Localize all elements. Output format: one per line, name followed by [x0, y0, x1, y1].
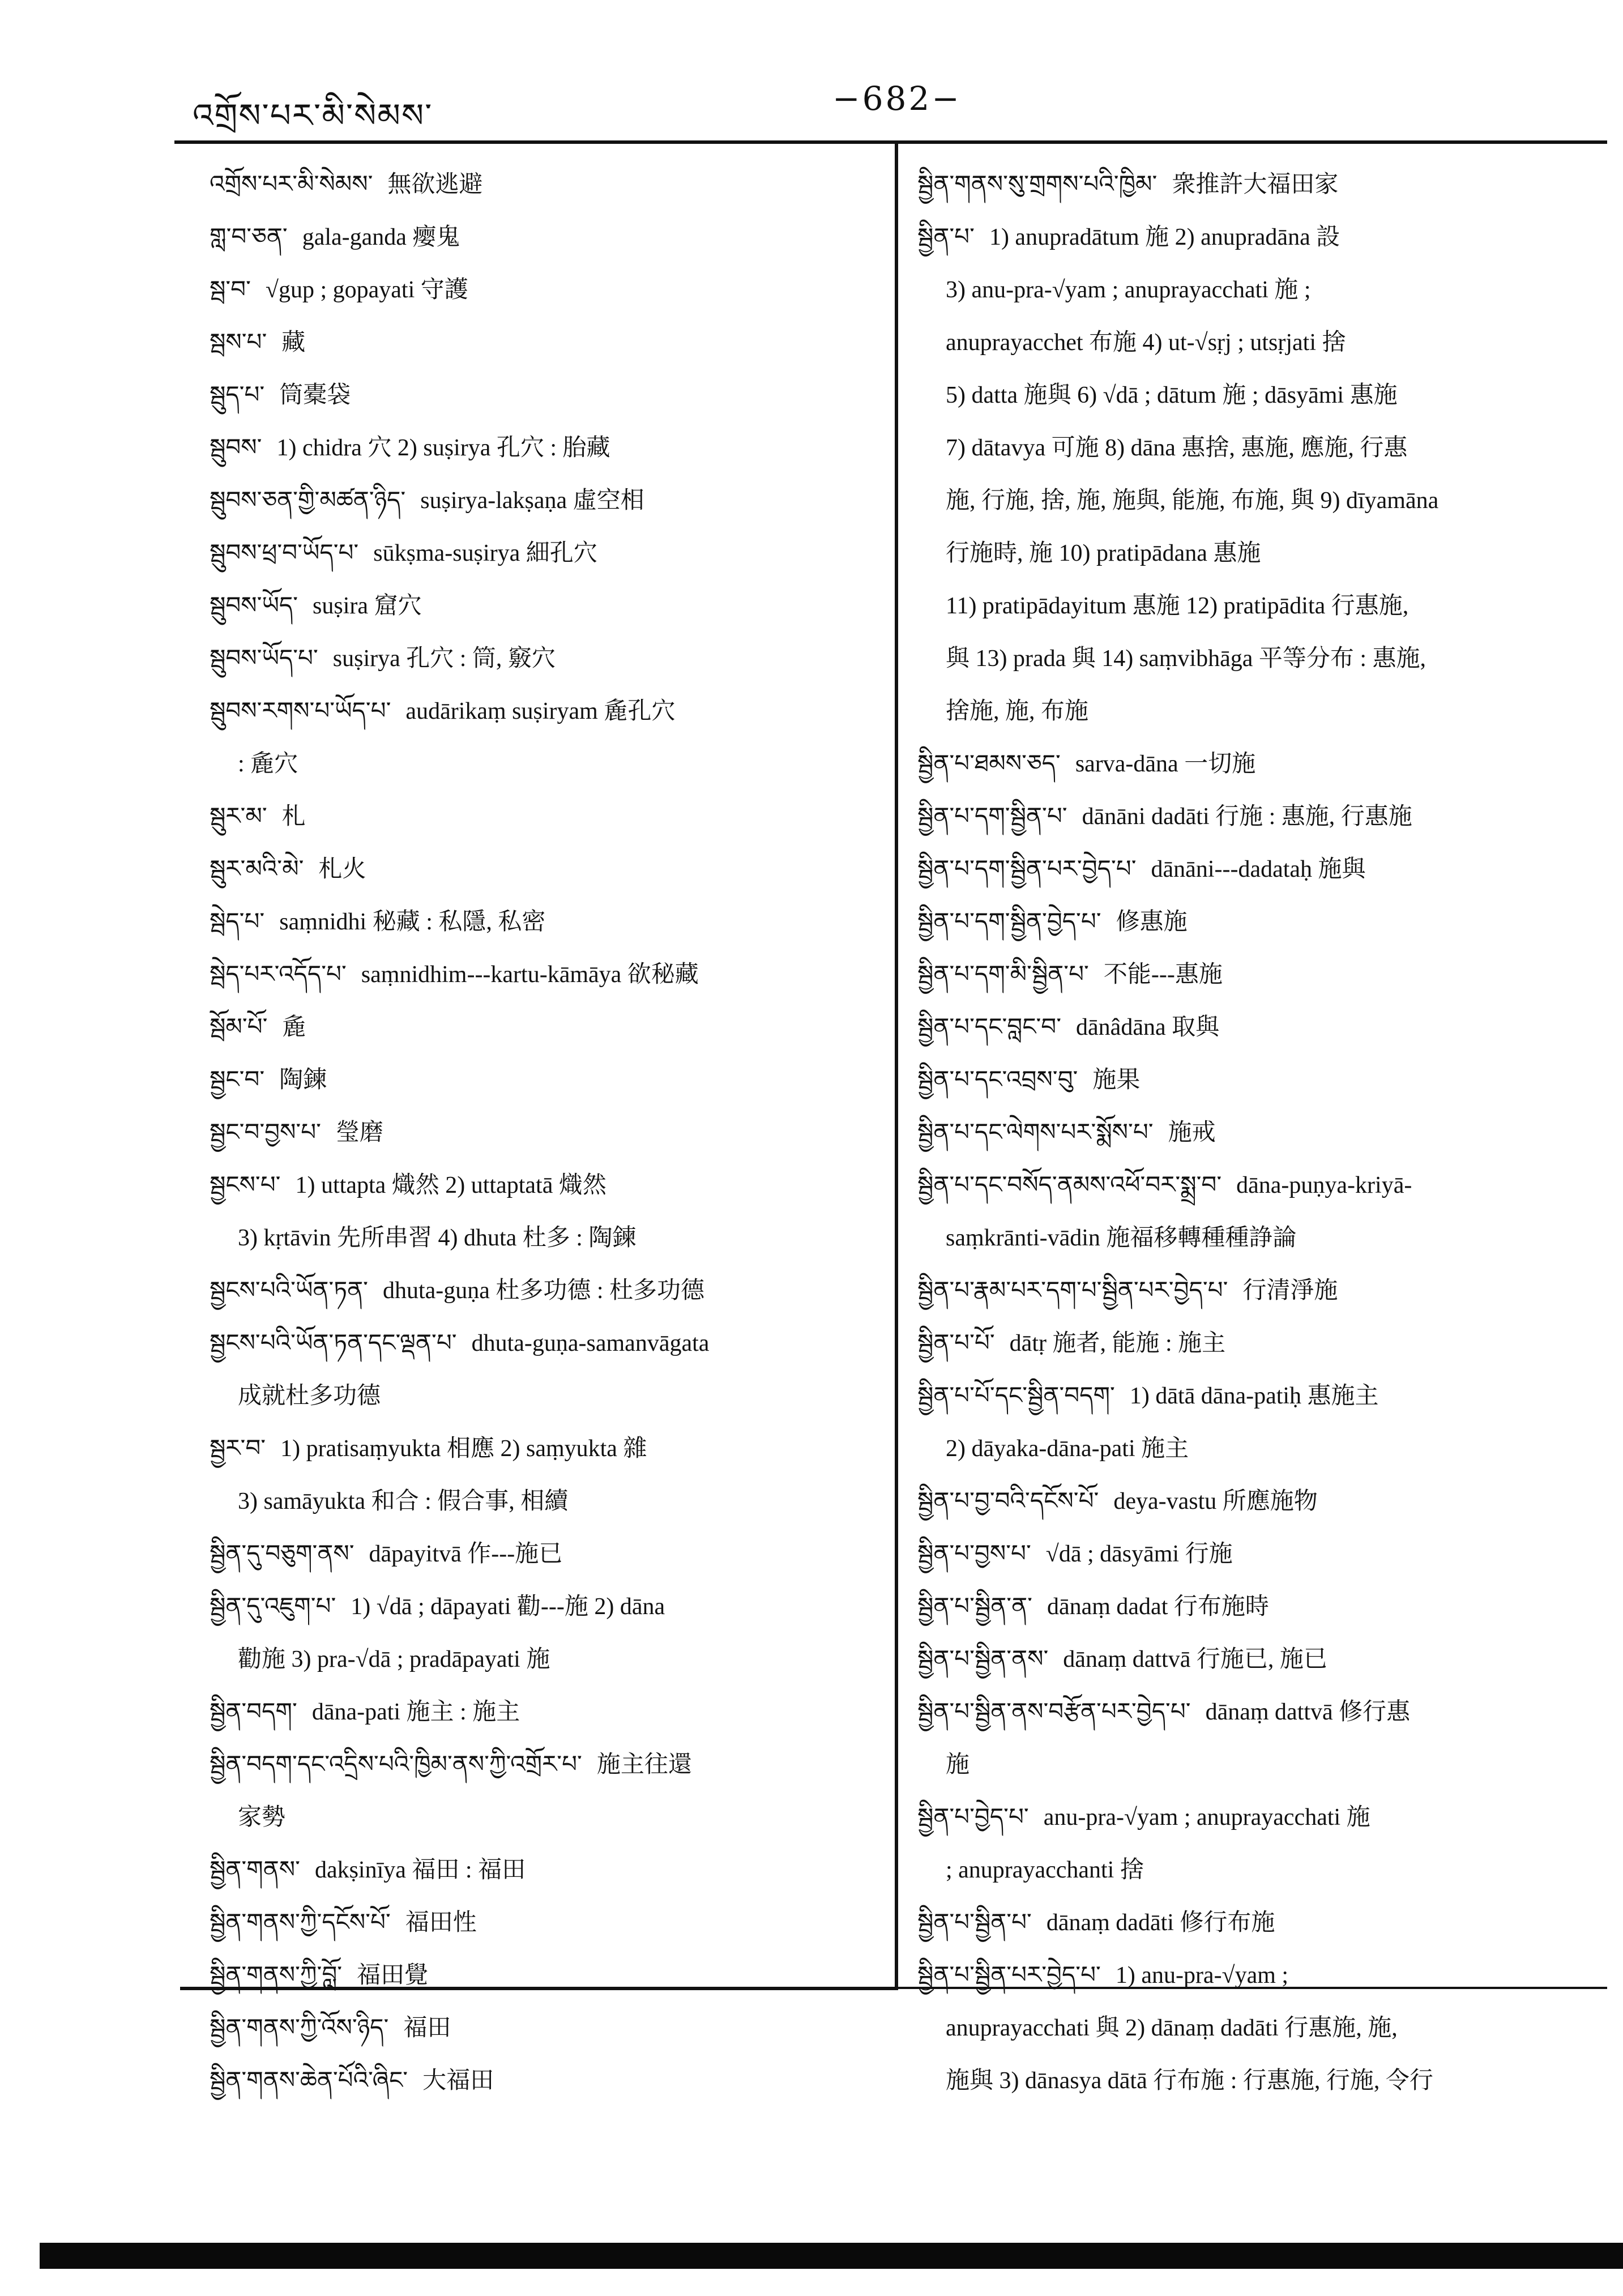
definition-text: 無欲逃避 [387, 172, 483, 198]
tibetan-headword: སྦུར་མའི་མེ་ [210, 855, 304, 882]
left-column [210, 157, 861, 2106]
tibetan-headword: སྦྱིན་གནས་ཆེན་པོའི་ཞིང་ [210, 2066, 408, 2094]
tibetan-headword: སྦེད་པར་འདོད་པ་ [210, 960, 347, 988]
definition-text: dhuta-guṇa 杜多功德 : 杜多功德 [382, 1278, 705, 1304]
definition-text: 2) dāyaka-dāna-pati 施主 [946, 1436, 1189, 1462]
definition-text: √dā ; dāsyāmi 行施 [1045, 1541, 1233, 1567]
dictionary-entry [210, 1948, 861, 2001]
definition-text: 衆推許大福田家 [1172, 172, 1339, 198]
definition-text: dānaṃ dattvā 修行惠 [1205, 1699, 1411, 1725]
definition-text: 1) uttapta 熾然 2) uttaptatā 熾然 [295, 1172, 607, 1198]
dictionary-entry [210, 1738, 861, 1790]
entry-continuation [210, 737, 861, 789]
tibetan-headword: གླ་བ་ཅན་ [210, 223, 288, 250]
definition-text: 麁 [282, 1014, 306, 1040]
definition-text: 福田覺 [357, 1962, 429, 1988]
definition-text: anu-pra-√yam ; anuprayacchati 施 [1043, 1804, 1370, 1830]
definition-text: dātṛ 施者, 能施 : 施主 [1009, 1330, 1226, 1356]
entry-continuation [917, 1843, 1591, 1896]
definition-text: 筒橐袋 [279, 382, 351, 408]
entry-continuation [210, 1369, 861, 1422]
definition-text: 與 13) prada 與 14) saṃvibhāga 平等分布 : 惠施, [946, 646, 1426, 672]
dictionary-entry [917, 1316, 1591, 1369]
tibetan-headword: སྦྱིན་པ་དག་མི་སྦྱིན་པ་ [917, 960, 1089, 988]
dictionary-entry [210, 842, 861, 895]
definition-text: dāna-puṇya-kriyā- [1236, 1172, 1412, 1198]
definition-text: 施果 [1092, 1067, 1141, 1093]
tibetan-headword: སྦྱིན་པ་ཐམས་ཅད་ [917, 749, 1061, 777]
definition-text: 施 [946, 1752, 970, 1778]
entry-continuation [917, 631, 1591, 684]
definition-text: 1) pratisaṃyukta 相應 2) saṃyukta 雜 [280, 1436, 647, 1462]
dictionary-entry [917, 157, 1591, 210]
entry-continuation [917, 684, 1591, 737]
entry-continuation [917, 421, 1591, 473]
dictionary-entry [210, 473, 861, 526]
definition-text: gala-ganda 瘿鬼 [302, 224, 460, 250]
dictionary-entry [210, 2054, 861, 2106]
dictionary-entry [210, 315, 861, 368]
dictionary-entry [917, 210, 1591, 263]
dictionary-entry [210, 1580, 861, 1632]
dictionary-entry [917, 1948, 1591, 2001]
definition-text: 札 [281, 804, 306, 830]
tibetan-headword: སྦྱིན་པ་བྱ་བའི་དངོས་པོ་ [917, 1487, 1099, 1514]
dictionary-entry [210, 631, 861, 684]
dictionary-entry [917, 1106, 1591, 1158]
tibetan-headword: སྦྱིན་གནས་སུ་གྲགས་པའི་ཁྱིམ་ [917, 170, 1158, 198]
tibetan-headword: སྦྱིན་པ་བྱས་པ་ [917, 1539, 1031, 1567]
definition-text: 施主往還 [596, 1752, 692, 1778]
tibetan-headword: སྦྱིན་བདག་དང་འདྲིས་པའི་ཁྱིམ་ནས་ཀྱི་འགྲོར་པ་ [210, 1750, 582, 1778]
definition-text: 1) anu-pra-√yam ; [1115, 1962, 1289, 1988]
tibetan-headword: སྦ་བ་ [210, 275, 251, 303]
tibetan-headword: སྦེད་པ་ [210, 907, 265, 935]
definition-text: 3) anu-pra-√yam ; anuprayacchati 施 ; [946, 277, 1311, 303]
entry-continuation [210, 1474, 861, 1527]
definition-text: 陶鍊 [279, 1067, 327, 1093]
running-head: འགྲོས་པར་མི་སེམས་ [193, 96, 433, 135]
entry-continuation [917, 1738, 1591, 1790]
definition-text: dānaṃ dadat 行布施時 [1047, 1594, 1269, 1620]
page-number: −682− [832, 79, 962, 118]
tibetan-headword: སྦྱིན་པ་སྦྱིན་པར་བྱེད་པ་ [917, 1961, 1101, 1988]
entry-continuation [210, 1211, 861, 1264]
footer-band [40, 2243, 1623, 2269]
dictionary-entry [917, 1580, 1591, 1632]
definition-text: 瑩磨 [335, 1120, 383, 1146]
definition-text: saṃkrānti-vādin 施福移轉種種諍論 [946, 1225, 1297, 1251]
tibetan-headword: སྦུབས་ཡོད་པ་ [210, 644, 318, 672]
tibetan-headword: སྦུབས་ཅན་གྱི་མཚན་ཉིད་ [210, 486, 406, 514]
definition-text: 福田 [403, 2015, 451, 2041]
tibetan-headword: སྦྱིན་པ་དང་བསོད་ནམས་འཕོ་བར་སྨྲ་བ་ [917, 1171, 1222, 1198]
entry-continuation [917, 579, 1591, 631]
dictionary-entry [210, 1685, 861, 1738]
definition-text: 行清淨施 [1242, 1278, 1338, 1304]
dictionary-entry [917, 1158, 1591, 1211]
tibetan-headword: སྦྱིན་པ་དང་ལེགས་པར་སྨོས་པ་ [917, 1118, 1154, 1146]
tibetan-headword: སྦོམ་པོ་ [210, 1013, 268, 1040]
definition-text: 札火 [318, 856, 366, 882]
tibetan-headword: སྦྱིན་པ་དང་འབྲས་བུ་ [917, 1065, 1078, 1093]
definition-text: 大福田 [422, 2068, 494, 2094]
dictionary-entry [210, 210, 861, 263]
definition-text: 福田性 [405, 1910, 477, 1936]
definition-text: saṃnidhi 秘藏 : 私隱, 私密 [279, 909, 546, 935]
definition-text: 捨施, 施, 布施 [946, 698, 1089, 724]
tibetan-headword: སྦུད་པ་ [210, 381, 265, 408]
definition-text: saṃnidhim---kartu-kāmāya 欲秘藏 [361, 962, 699, 988]
tibetan-headword: སྦྱིན་གནས་ཀྱི་དངོས་པོ་ [210, 1908, 391, 1936]
dictionary-entry [210, 895, 861, 948]
dictionary-entry [917, 948, 1591, 1000]
tibetan-headword: སྦྱིན་པ་དག་སྦྱིན་པར་བྱེད་པ་ [917, 855, 1137, 882]
dictionary-entry [917, 895, 1591, 948]
tibetan-headword: སྦྱིན་བདག་ [210, 1697, 297, 1725]
tibetan-headword: སྦྱིན་གནས་ [210, 1855, 300, 1883]
entry-continuation [210, 1632, 861, 1685]
definition-text: audārikaṃ suṣiryam 麁孔穴 [405, 698, 676, 724]
definition-text: dānāni dadāti 行施 : 惠施, 行惠施 [1082, 804, 1412, 830]
entry-continuation [917, 526, 1591, 579]
definition-text: dāpayitvā 作---施已 [369, 1541, 563, 1567]
tibetan-headword: སྦྱང་བ་བྱས་པ་ [210, 1118, 321, 1146]
dictionary-entry [917, 1896, 1591, 1948]
dictionary-entry [917, 1527, 1591, 1580]
dictionary-entry [210, 684, 861, 737]
definition-text: 施與 3) dānasya dātā 行布施 : 行惠施, 行施, 令行 [946, 2068, 1433, 2094]
dictionary-entry [917, 789, 1591, 842]
dictionary-entry [210, 157, 861, 210]
dictionary-entry [210, 789, 861, 842]
definition-text: anuprayacchet 布施 4) ut-√sṛj ; utsṛjati 捨 [946, 330, 1346, 356]
dictionary-entry [917, 1264, 1591, 1316]
dictionary-entry [210, 1053, 861, 1106]
tibetan-headword: སྦྱིན་པ་པོ་དང་སྦྱིན་བདག་ [917, 1381, 1115, 1409]
tibetan-headword: སྦུར་མ་ [210, 802, 267, 830]
dictionary-entry [210, 368, 861, 421]
dictionary-entry [210, 579, 861, 631]
page-header [0, 74, 1623, 135]
entry-continuation [917, 368, 1591, 421]
definition-text: 家勢 [238, 1804, 286, 1830]
definition-text: 施, 行施, 捨, 施, 施與, 能施, 布施, 與 9) dīyamāna [946, 488, 1439, 514]
tibetan-headword: སྦྱར་བ་ [210, 1434, 266, 1462]
dictionary-entry [210, 1843, 861, 1896]
dictionary-entry [210, 526, 861, 579]
definition-text: 不能---惠施 [1103, 962, 1223, 988]
dictionary-entry [917, 1000, 1591, 1053]
definition-text: √gup ; gopayati 守護 [265, 277, 468, 303]
tibetan-headword: སྦྱིན་དུ་བཅུག་ནས་ [210, 1539, 355, 1567]
tibetan-headword: སྦྱིན་པ་པོ་ [917, 1329, 995, 1356]
dictionary-entry [917, 842, 1591, 895]
tibetan-headword: སྦུབས་ [210, 433, 262, 461]
dictionary-entry [210, 1422, 861, 1474]
tibetan-headword: སྦྱིན་པ་སྦྱིན་ནས་ [917, 1645, 1049, 1672]
tibetan-headword: སྦྱིན་པ་དག་སྦྱིན་པ་ [917, 802, 1067, 830]
definition-text: suṣirya 孔穴 : 筒, 竅穴 [332, 646, 556, 672]
tibetan-headword: སྦྱིན་པ་སྦྱིན་ན་ [917, 1592, 1032, 1620]
tibetan-headword: སྦྱིན་དུ་འཇུག་པ་ [210, 1592, 336, 1620]
dictionary-entry [210, 2001, 861, 2054]
tibetan-headword: སྦྱིན་པ་དག་སྦྱིན་བྱེད་པ་ [917, 907, 1101, 935]
definition-text: suṣirya-lakṣaṇa 虛空相 [420, 488, 644, 514]
dictionary-entry [210, 1158, 861, 1211]
definition-text: 11) pratipādayitum 惠施 12) pratipādita 行惠施, [946, 593, 1409, 619]
definition-text: dānâdāna 取與 [1076, 1014, 1220, 1040]
dictionary-entry [917, 737, 1591, 789]
entry-continuation [917, 315, 1591, 368]
tibetan-headword: སྦྱངས་པ་ [210, 1171, 281, 1198]
tibetan-headword: སྦྱིན་གནས་ཀྱི་བློ་ [210, 1961, 343, 1988]
definition-text: 施戒 [1168, 1120, 1216, 1146]
dictionary-entry [917, 1369, 1591, 1422]
definition-text: 1) chidra 穴 2) suṣirya 孔穴 : 胎藏 [276, 435, 610, 461]
dictionary-entry [917, 1474, 1591, 1527]
definition-text: 修惠施 [1116, 909, 1188, 935]
definition-text: dānaṃ dattvā 行施已, 施已 [1063, 1646, 1327, 1672]
tibetan-headword: སྦུབས་ཕྲ་བ་ཡོད་པ་ [210, 539, 359, 566]
definition-text: 7) dātavya 可施 8) dāna 惠捨, 惠施, 應施, 行惠 [946, 435, 1408, 461]
entry-continuation [917, 263, 1591, 315]
tibetan-headword: སྦུབས་ཡོད་ [210, 591, 298, 619]
tibetan-headword: སྦུབས་རགས་པ་ཡོད་པ་ [210, 697, 391, 724]
dictionary-entry [917, 1632, 1591, 1685]
definition-text: 勸施 3) pra-√dā ; pradāpayati 施 [238, 1646, 550, 1672]
tibetan-headword: སྦྱིན་པ་རྣམ་པར་དག་པ་སྦྱིན་པར་བྱེད་པ་ [917, 1276, 1228, 1304]
tibetan-headword: སྦྱིན་པ་སྦྱིན་པ་ [917, 1908, 1032, 1936]
tibetan-headword: སྦྱངས་པའི་ཡོན་ཏན་དང་ལྡན་པ་ [210, 1329, 457, 1356]
definition-text: 1) √dā ; dāpayati 勸---施 2) dāna [351, 1594, 665, 1620]
definition-text: dakṣinīya 福田 : 福田 [314, 1857, 526, 1883]
entry-continuation [917, 1211, 1591, 1264]
definition-text: dhuta-guṇa-samanvāgata [471, 1330, 710, 1356]
top-rule [174, 140, 1607, 144]
definition-text: 成就杜多功德 [238, 1383, 381, 1409]
tibetan-headword: སྦས་པ་ [210, 328, 267, 356]
definition-text: dāna-pati 施主 : 施主 [311, 1699, 520, 1725]
tibetan-headword: འགྲོས་པར་མི་སེམས་ [210, 170, 373, 198]
tibetan-headword: སྦྱངས་པའི་ཡོན་ཏན་ [210, 1276, 368, 1304]
right-column [917, 157, 1591, 2106]
definition-text: 藏 [281, 330, 306, 356]
definition-text: anuprayacchati 與 2) dānaṃ dadāti 行惠施, 施, [946, 2015, 1398, 2041]
definition-text: 3) kṛtāvin 先所串習 4) dhuta 杜多 : 陶鍊 [238, 1225, 637, 1251]
definition-text: 1) anupradātum 施 2) anupradāna 設 [989, 224, 1340, 250]
column-divider [895, 140, 898, 1987]
tibetan-headword: སྦྱིན་པ་སྦྱིན་ནས་བརྩོན་པར་བྱེད་པ་ [917, 1697, 1191, 1725]
definition-text: 1) dātā dāna-patiḥ 惠施主 [1129, 1383, 1379, 1409]
tibetan-headword: སྦྱིན་གནས་ཀྱི་འོས་ཉིད་ [210, 2013, 389, 2041]
definition-text: : 麁穴 [238, 751, 298, 777]
entry-continuation [917, 2054, 1591, 2106]
entry-continuation [917, 1422, 1591, 1474]
dictionary-entry [210, 1264, 861, 1316]
definition-text: dānāni---dadataḥ 施與 [1151, 856, 1366, 882]
tibetan-headword: སྦྱིན་པ་དང་བླང་བ་ [917, 1013, 1062, 1040]
entry-continuation [917, 473, 1591, 526]
dictionary-entry [210, 263, 861, 315]
dictionary-entry [210, 1316, 861, 1369]
entry-continuation [210, 1790, 861, 1843]
definition-text: ; anuprayacchanti 捨 [946, 1857, 1144, 1883]
tibetan-headword: སྦྱིན་པ་ [917, 223, 975, 250]
dictionary-entry [210, 1106, 861, 1158]
dictionary-entry [917, 1685, 1591, 1738]
entry-continuation [917, 2001, 1591, 2054]
dictionary-entry [210, 1896, 861, 1948]
definition-text: 3) samāyukta 和合 : 假合事, 相續 [238, 1488, 569, 1514]
tibetan-headword: སྦྱང་བ་ [210, 1065, 265, 1093]
dictionary-entry [210, 1527, 861, 1580]
definition-text: sūkṣma-suṣirya 細孔穴 [373, 540, 597, 566]
dictionary-entry [210, 421, 861, 473]
definition-text: dānaṃ dadāti 修行布施 [1046, 1910, 1275, 1936]
definition-text: sarva-dāna 一切施 [1075, 751, 1256, 777]
definition-text: suṣira 窟穴 [313, 593, 422, 619]
tibetan-headword: སྦྱིན་པ་བྱེད་པ་ [917, 1803, 1029, 1830]
definition-text: 行施時, 施 10) pratipādana 惠施 [946, 540, 1261, 566]
dictionary-entry [917, 1790, 1591, 1843]
definition-text: 5) datta 施與 6) √dā ; dātum 施 ; dāsyāmi 惠施 [946, 382, 1398, 408]
dictionary-entry [210, 948, 861, 1000]
dictionary-entry [210, 1000, 861, 1053]
definition-text: deya-vastu 所應施物 [1113, 1488, 1318, 1514]
dictionary-entry [917, 1053, 1591, 1106]
